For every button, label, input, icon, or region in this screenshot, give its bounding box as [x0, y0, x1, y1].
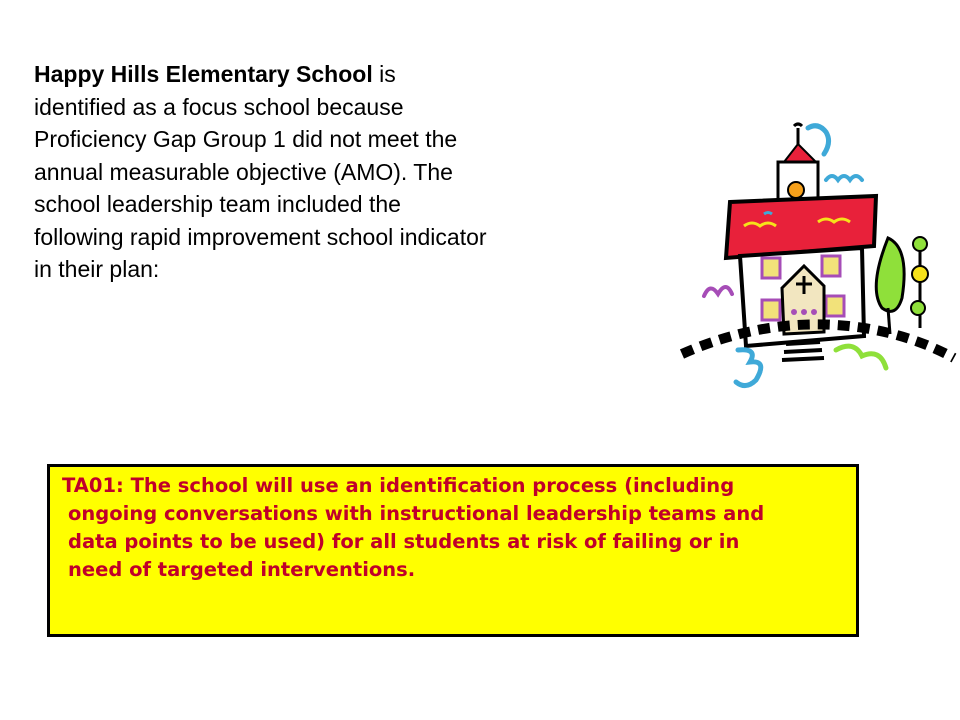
intro-line-5: school leadership team included the: [34, 191, 401, 217]
intro-line-2: identified as a focus school because: [34, 93, 404, 120]
intro-line-4: annual measurable objective (AMO). The: [34, 158, 453, 185]
indicator-callout: [47, 464, 859, 637]
schoolhouse-icon: [668, 118, 960, 396]
callout-line-4: need of targeted interventions.: [68, 558, 416, 581]
intro-line-6: following rapid improvement school indicator: [34, 223, 487, 250]
intro-line-3: Proficiency Gap Group 1 did not meet the: [34, 126, 458, 152]
callout-line-3: data points to be used) for all students at risk of failing or in: [68, 530, 740, 553]
intro-line-7: in their plan:: [34, 256, 160, 282]
callout-line-1: TA01: The school will use an identification process (including: [62, 474, 735, 497]
intro-line-1: Happy Hills Elementary School is: [34, 61, 396, 87]
school-name: Happy Hills Elementary School: [34, 61, 373, 87]
callout-line-2: ongoing conversations with instructional leadership teams and: [68, 502, 765, 525]
intro-paragraph: [34, 58, 674, 286]
